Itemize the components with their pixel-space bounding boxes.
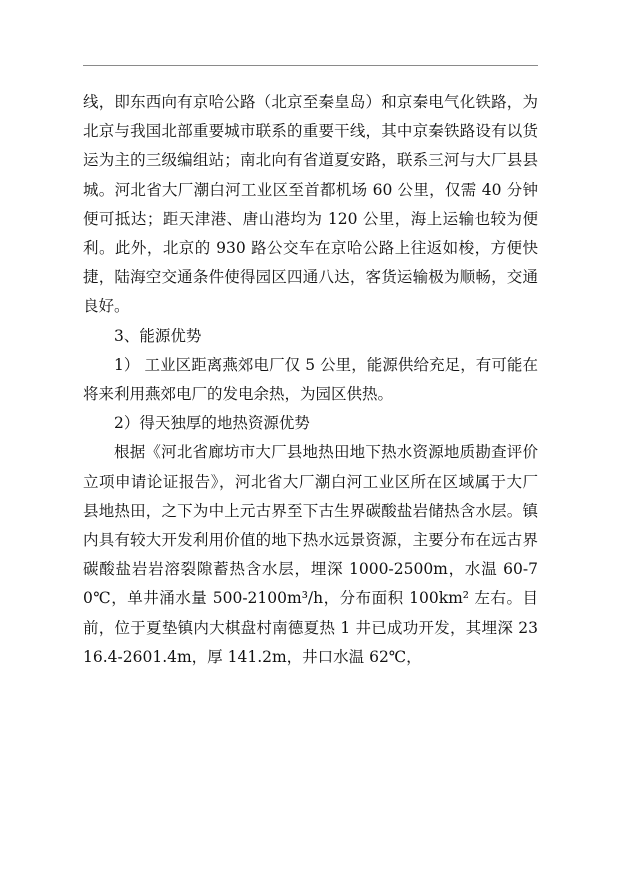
paragraph-power-plant: 1） 工业区距离燕郊电厂仅 5 公里，能源供给充足，有可能在将来利用燕郊电厂的发电余热，为园区供热。 [83, 355, 538, 404]
paragraph-transport-continued: 线，即东西向有京哈公路（北京至秦皇岛）和京秦电气化铁路，为北京与我国北部重要城市联系的重要干线，其中京秦铁路设有以货运为主的三级编组站；南北向有省道夏安路，联系三河与大厂县县城。河北省大厂潮白河工业区至首都机场 60 公里，仅需 40 分钟便可抵达；距天津港、唐山港均为 120 公里，海上运输也较为便利。此外，北京的 930 路公交车在京哈公路上往返如梭，方便快捷，陆海空交通条件使得园区四通八达，客货运输极为顺畅，交通良好。 [83, 93, 538, 316]
section-heading-energy-advantage: 3、能源优势 [114, 326, 202, 345]
subheading-geothermal: 2）得天独厚的地热资源优势 [114, 414, 310, 433]
paragraph-geothermal-resources: 根据《河北省廊坊市大厂县地热田地下热水资源地质勘查评价立项申请论证报告》，河北省大厂潮白河工业区所在区域属于大厂县地热田，之下为中上元古界至下古生界碳酸盐岩储热含水层。镇内具有较大开发利用价值的地下热水远景资源，主要分布在远古界碳酸盐岩岩溶裂隙蓄热含水层，埋深 1000-2500m，水温 60-70℃，单井涌水量 500-2100m³/h，分布面积 100km² 左右。目前，位于夏垫镇内大棋盘村南德夏热 1 井已成功开发，其埋深 2316.4-2601.4m，厚 141.2m，井口水温 62℃， [83, 443, 538, 666]
document-body [83, 88, 538, 672]
header-rule [83, 65, 538, 66]
